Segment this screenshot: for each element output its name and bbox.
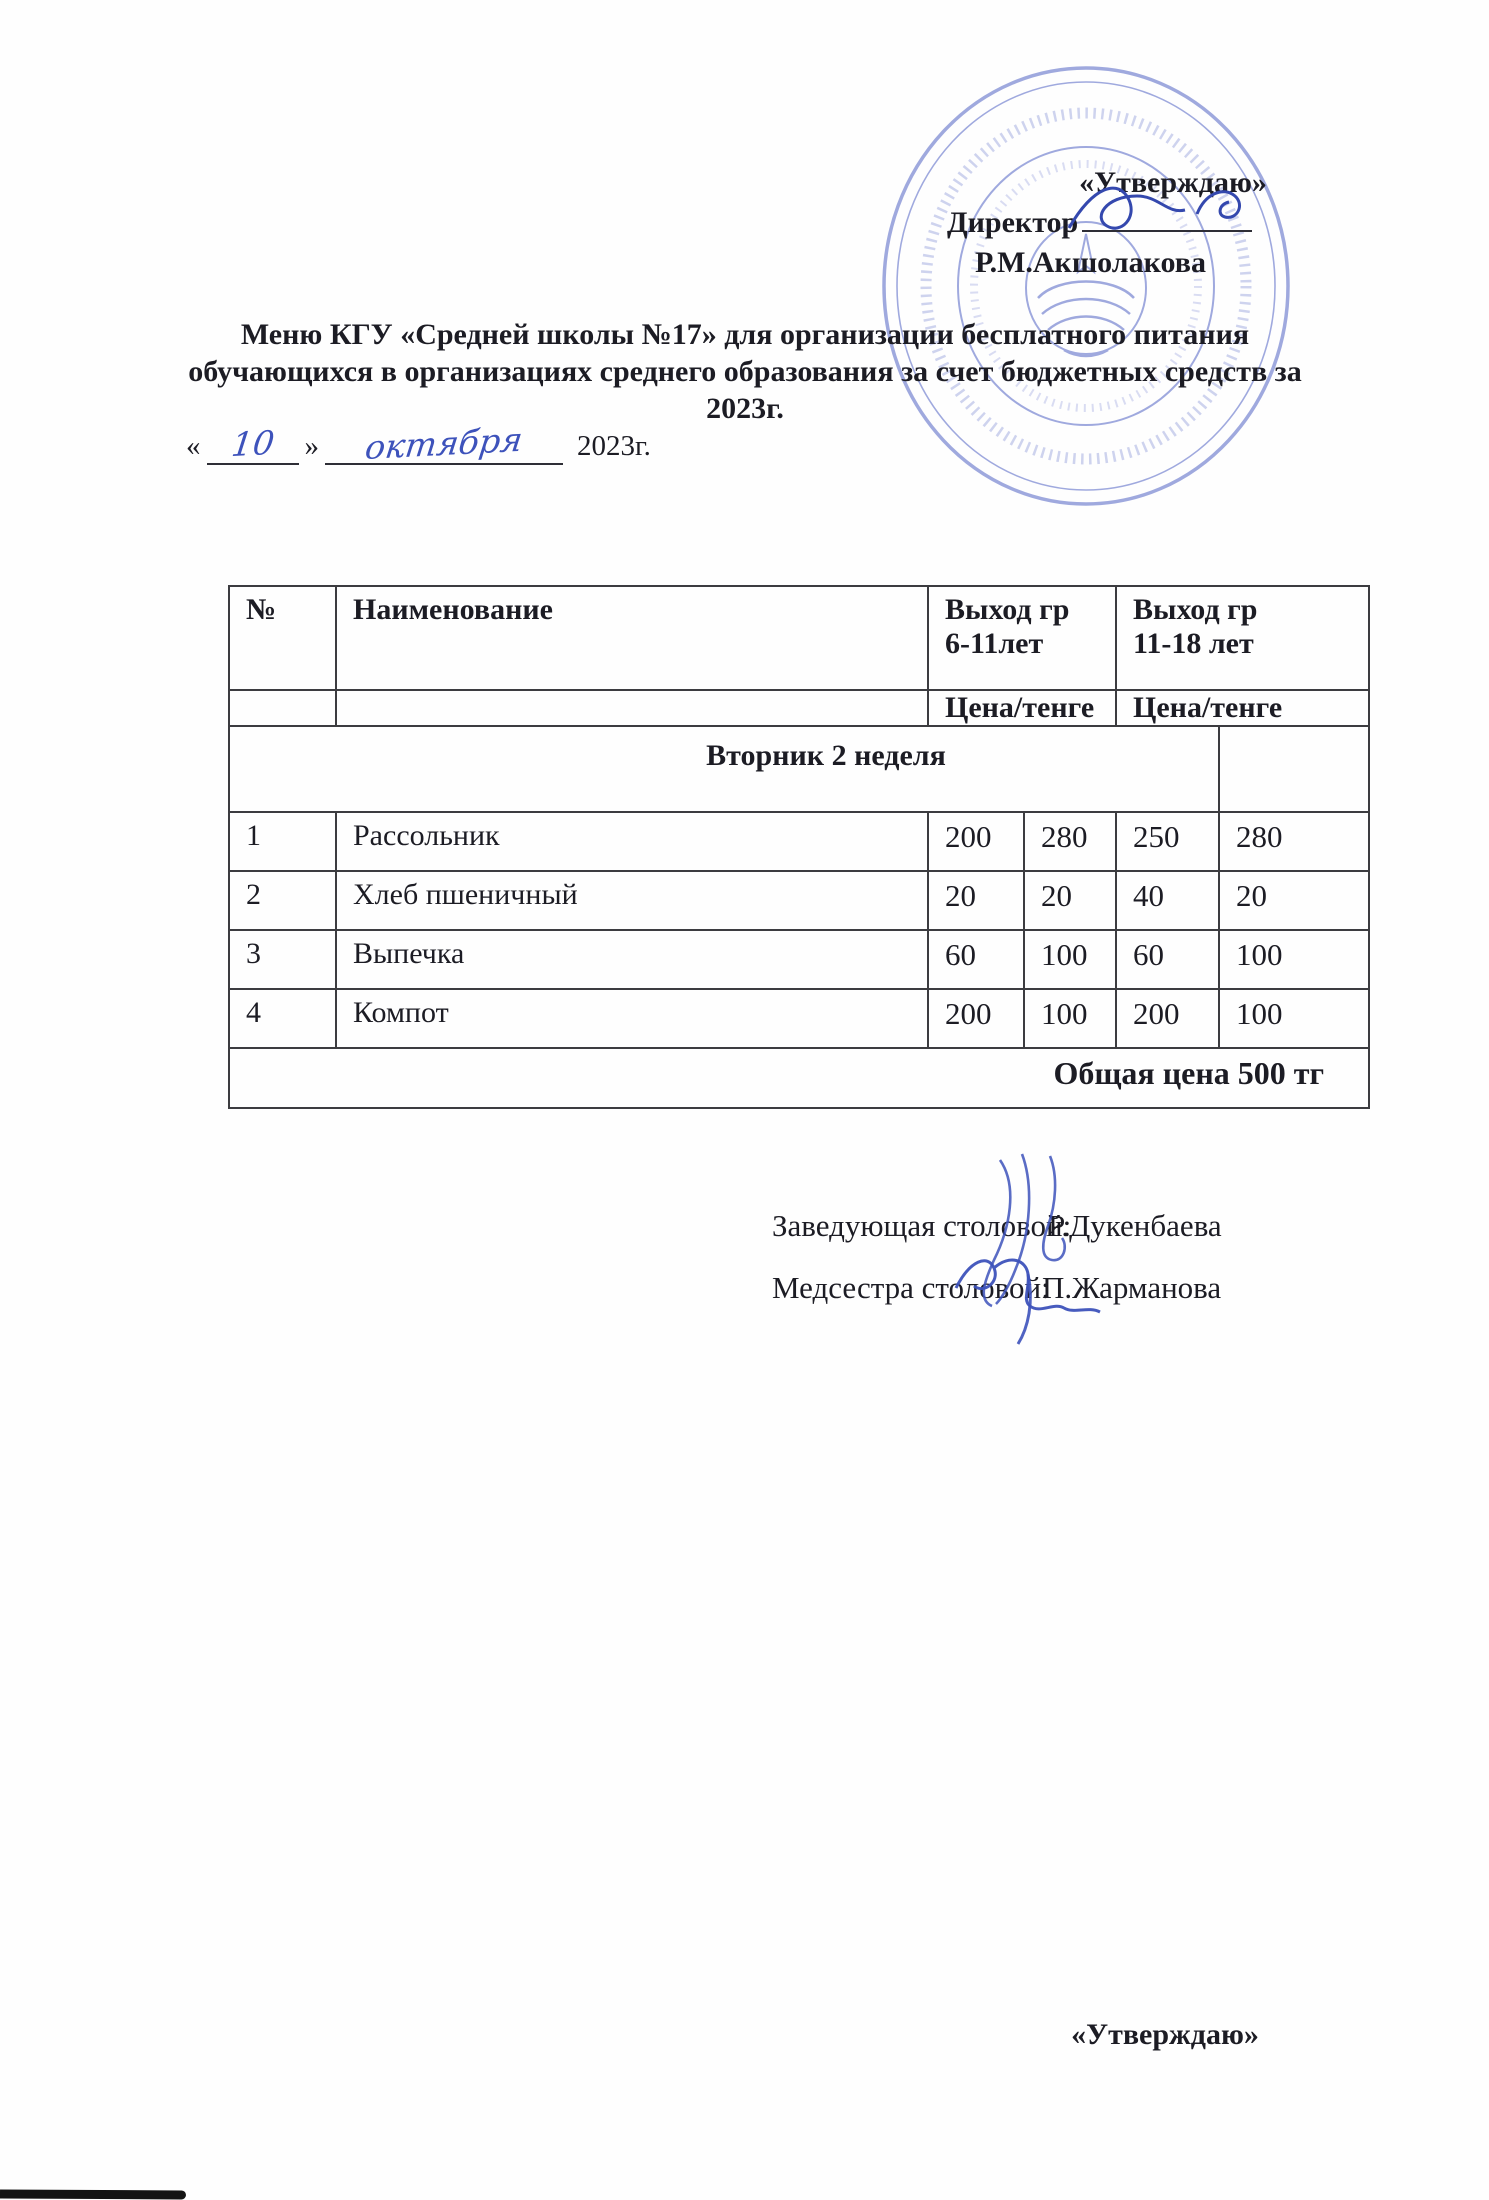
week-label: Вторник 2 неделя [229,726,1219,812]
portion-6-11: 20 [928,871,1024,930]
group1-line1: Выход гр [945,593,1070,626]
date-close-quote: » [304,430,319,462]
col-header-group1 [928,586,1116,690]
title-line-1: Меню КГУ «Средней школы №17» для организации бесплатного питания [240,318,1250,351]
portion-11-18: 40 [1116,871,1219,930]
row-num: 4 [229,989,336,1048]
dish-name: Компот [336,989,928,1048]
portion-11-18: 200 [1116,989,1219,1048]
director-label: Директор [947,206,1079,239]
empty-cell [229,690,336,726]
table-price-header-row [229,690,1369,726]
canteen-manager-name: Р.Дукенбаева [1048,1208,1222,1243]
row-num: 1 [229,812,336,871]
dish-name: Рассольник [336,812,928,871]
price-6-11: 100 [1024,930,1116,989]
footer-approve-heading: «Утверждаю» [1071,2018,1259,2051]
portion-6-11: 60 [928,930,1024,989]
group1-line2: 6-11лет [945,627,1044,660]
week-label-row [229,726,1369,812]
document-title [70,316,1420,427]
price-11-18: 100 [1219,930,1369,989]
empty-cell [336,690,928,726]
dish-name: Хлеб пшеничный [336,871,928,930]
director-signature-icon [1055,172,1285,248]
approve-heading: «Утверждаю» [1079,166,1267,199]
round-seal-stamp-icon [868,58,1310,522]
table-row [229,871,1369,930]
date-line [186,419,651,468]
title-line-2: обучающихся в организациях среднего образования за счет бюджетных средств за [188,355,1302,388]
portion-11-18: 60 [1116,930,1219,989]
price-header-2: Цена/тенге [1116,690,1369,726]
staff-signatures-icon [930,1142,1140,1357]
col-header-group2 [1116,586,1369,690]
canteen-manager-label: Заведующая столовой: [772,1208,1072,1243]
date-day-underline [207,424,299,465]
nurse-name: П.Жарманова [1042,1270,1222,1305]
col-header-name: Наименование [336,586,928,690]
table-row [229,989,1369,1048]
portion-6-11: 200 [928,812,1024,871]
table-row [229,812,1369,871]
group2-line2: 11-18 лет [1133,627,1254,660]
price-header-1: Цена/тенге [928,690,1116,726]
portion-11-18: 250 [1116,812,1219,871]
total-price-label: Общая цена 500 тг [229,1048,1369,1108]
date-year: 2023г. [577,430,651,462]
price-11-18: 280 [1219,812,1369,871]
date-month-underline [325,419,563,468]
handwritten-month: октября [363,419,525,468]
table-row [229,930,1369,989]
table-header-row [229,586,1369,690]
handwritten-day: 10 [228,422,277,465]
col-header-num: № [229,586,336,690]
nurse-label: Медсестра столовой: [772,1270,1050,1305]
empty-cell [1219,726,1369,812]
total-row [229,1048,1369,1108]
price-6-11: 20 [1024,871,1116,930]
title-line-3: 2023г. [706,392,784,425]
price-11-18: 100 [1219,989,1369,1048]
price-6-11: 280 [1024,812,1116,871]
price-11-18: 20 [1219,871,1369,930]
row-num: 3 [229,930,336,989]
portion-6-11: 200 [928,989,1024,1048]
row-num: 2 [229,871,336,930]
menu-table [228,585,1370,1109]
scan-artifact-strip [0,2190,186,2200]
price-6-11: 100 [1024,989,1116,1048]
date-open-quote: « [186,430,201,462]
group2-line1: Выход гр [1133,593,1258,626]
director-name: Р.М.Акшолакова [975,246,1206,279]
dish-name: Выпечка [336,930,928,989]
